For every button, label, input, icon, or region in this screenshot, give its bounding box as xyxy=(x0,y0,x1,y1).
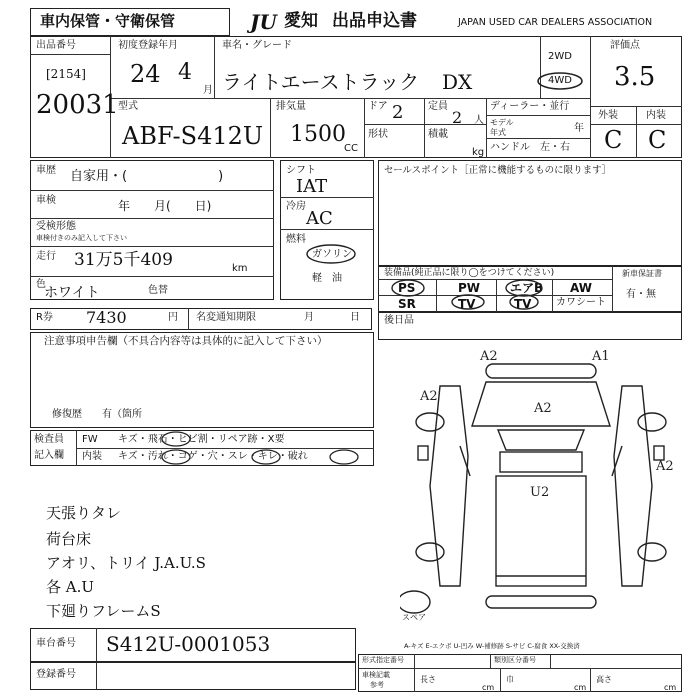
equip-tv: TV xyxy=(458,297,476,311)
displacement-value: 1500 xyxy=(290,122,346,147)
inspection-form-note: 車検付きのみ記入して下さい xyxy=(36,234,127,242)
after-install-label: 後日品 xyxy=(384,315,414,326)
interior-label: 内装 xyxy=(646,110,666,121)
note-line-3: アオリ、トリイ J.A.U.S xyxy=(46,554,206,572)
fuel-diesel: 軽 油 xyxy=(312,273,342,284)
lot-small-number: [2154] xyxy=(46,67,86,81)
association-subtitle: JAPAN USED CAR DEALERS ASSOCIATION xyxy=(458,17,653,28)
equip-circle-icons xyxy=(378,276,612,312)
recycle-label: R券 xyxy=(36,312,53,323)
score-value: 3.5 xyxy=(614,62,656,92)
chassis-number: S412U-0001053 xyxy=(106,632,271,656)
entry-label: 記入欄 xyxy=(34,450,64,461)
displacement-label: 排気量 xyxy=(276,101,306,112)
chassis-label: 車台番号 xyxy=(36,638,76,649)
interior-grade: C xyxy=(648,126,667,154)
form-title: 出品申込書 xyxy=(332,11,417,31)
repair-history-label: 修復歴 有（箇所 xyxy=(52,409,142,420)
damage-mark-left: A2 xyxy=(420,389,438,404)
warranty-value: 有・無 xyxy=(626,289,656,300)
notes-label: 注意事項申告欄（不具合内容等は具体的に記入して下さい） xyxy=(44,335,328,347)
height-label: 高さ xyxy=(596,675,612,684)
note-line-5: 下廻りフレームS xyxy=(46,602,161,620)
registration-month: 4 xyxy=(178,60,192,85)
color-change-label: 色替 xyxy=(148,285,168,296)
name-change-month: 月 xyxy=(304,312,314,323)
exterior-grade: C xyxy=(604,126,623,154)
mileage-value: 31万5千409 xyxy=(74,250,173,270)
name-change-day: 日 xyxy=(350,312,360,323)
inspection-form-label: 受検形態 xyxy=(36,221,76,232)
history-label: 車歴 xyxy=(36,165,56,176)
form-number-label: 形式指定番号 xyxy=(362,656,404,664)
year-unit: 年 xyxy=(574,123,584,134)
length-label: 長さ xyxy=(420,675,436,684)
fuel-label: 燃料 xyxy=(286,234,306,245)
cooling-label: 冷房 xyxy=(286,201,306,212)
note-line-2: 荷台床 xyxy=(46,530,92,548)
storage-label: 車内保管・守衛保管 xyxy=(40,12,176,30)
equip-seat: カワシート xyxy=(556,297,606,308)
capacity-label: 定員 xyxy=(428,101,448,112)
fw-items: キズ・飛石・ヒビ割・リペア跡・X要 xyxy=(118,434,285,445)
car-grade: DX xyxy=(442,70,473,94)
score-label: 評価点 xyxy=(610,40,640,51)
class-number-label: 類別区分番号 xyxy=(494,656,536,664)
plate-box xyxy=(30,662,356,690)
km-unit: km xyxy=(232,263,248,274)
record-label: 車検記載 xyxy=(362,671,390,679)
4wd-circle-icon xyxy=(535,70,585,92)
dealer-label: ディーラー・並行 xyxy=(490,101,570,112)
month-unit: 月 xyxy=(203,85,213,96)
note-line-4: 各 A.U xyxy=(46,578,95,596)
yen-unit: 円 xyxy=(168,312,178,323)
width-label: 巾 xyxy=(506,675,514,684)
drive-2wd-label: 2WD xyxy=(548,51,572,62)
car-name-label: 車名・グレード xyxy=(222,40,292,51)
new-car-warranty-label: 新車保証書 xyxy=(622,269,662,278)
equip-aw: AW xyxy=(570,281,592,295)
handle-label: ハンドル 左・右 xyxy=(490,142,570,153)
height-unit: cm xyxy=(664,683,677,692)
damage-legend: A-キズ E-エクボ U-凹み W-補修跡 S-サビ C-腐食 XX-交換済 xyxy=(404,642,580,650)
equip-pw: PW xyxy=(458,281,481,295)
shift-value: IAT xyxy=(296,176,328,197)
mileage-label: 走行 xyxy=(36,251,56,262)
sales-point-label: セールスポイント［正常に機能するものに限ります］ xyxy=(384,165,612,176)
car-name: ライトエーストラック xyxy=(222,70,420,94)
door-label: ドア xyxy=(368,101,388,112)
model-year-label: モデル 年式 xyxy=(490,118,514,137)
equip-tv-2: TV xyxy=(514,297,532,311)
drive-4wd-label: 4WD xyxy=(548,75,572,86)
cooling-value: AC xyxy=(306,208,333,229)
damage-mark-hood: A2 xyxy=(534,401,552,416)
recycle-value: 7430 xyxy=(86,308,127,327)
shaken-value: 年 月( 日) xyxy=(118,199,212,213)
length-unit: cm xyxy=(482,683,495,692)
kg-unit: kg xyxy=(472,147,485,158)
interior-items: キズ・汚れ・コゲ・穴・スレ・キレ・破れ xyxy=(118,451,308,462)
capacity-value: 2 xyxy=(452,108,463,127)
damage-mark-front-left: A2 xyxy=(480,349,498,364)
car-damage-diagram xyxy=(400,346,682,624)
plate-label: 登録番号 xyxy=(36,669,76,680)
inspection-circle-icons xyxy=(118,430,374,466)
ju-logo: JU xyxy=(250,10,277,34)
cc-unit: CC xyxy=(344,143,358,154)
equip-airbag: エアB xyxy=(510,281,544,295)
lot-number: 20031 xyxy=(36,90,119,120)
equipment-label: 装備品(純正品に限り◯をつけてください) xyxy=(384,268,555,278)
history-value: 自家用・( ) xyxy=(70,169,224,184)
color-label: 色 xyxy=(36,279,46,290)
first-registration-label: 初度登録年月 xyxy=(118,40,178,51)
inspector-label: 検査員 xyxy=(34,434,64,445)
fuel-gasoline: ガソリン xyxy=(312,249,352,260)
equip-ps: PS xyxy=(398,281,416,295)
note-line-1: 天張りタレ xyxy=(46,504,122,522)
name-change-label: 名変通知期限 xyxy=(196,312,256,323)
fuel-circle-icon xyxy=(303,241,359,267)
registration-year: 24 xyxy=(130,60,161,88)
exterior-label: 外装 xyxy=(598,110,618,121)
shaken-label: 車検 xyxy=(36,195,56,206)
reference-label: 参考 xyxy=(370,681,384,689)
door-count: 2 xyxy=(392,102,404,123)
model-code: ABF-S412U xyxy=(122,122,264,150)
damage-mark-front-right: A1 xyxy=(592,349,610,364)
spare-label: スペア xyxy=(402,613,426,622)
equip-sr: SR xyxy=(398,297,416,311)
damage-mark-right: A2 xyxy=(656,459,674,474)
model-label: 型式 xyxy=(118,101,138,112)
shift-label: シフト xyxy=(286,165,316,176)
color-value: ホワイト xyxy=(44,285,100,301)
interior-items-label: 内装 xyxy=(82,451,102,462)
shape-label: 形状 xyxy=(368,129,388,140)
person-unit: 人 xyxy=(474,115,484,126)
width-unit: cm xyxy=(574,683,587,692)
fw-label: FW xyxy=(82,434,98,445)
damage-mark-bed: U2 xyxy=(530,485,550,500)
lot-number-label: 出品番号 xyxy=(36,40,76,51)
after-install-box xyxy=(378,312,682,340)
load-label: 積載 xyxy=(428,129,448,140)
org-name: 愛知 xyxy=(284,11,318,31)
